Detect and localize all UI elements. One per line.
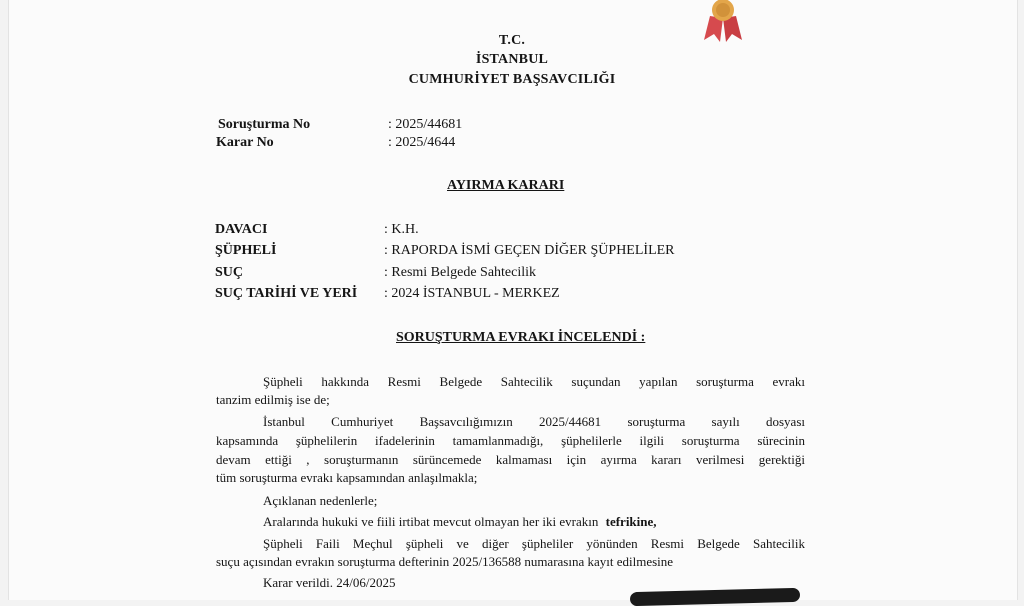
body-p3: Açıklanan nedenlerle; bbox=[263, 493, 378, 508]
body-p4-bold: tefrikine, bbox=[605, 514, 657, 529]
crime-date-place-value: : 2024 İSTANBUL - MERKEZ bbox=[384, 286, 560, 301]
decision-no-value: : 2025/4644 bbox=[388, 135, 456, 150]
crime-value: : Resmi Belgede Sahtecilik bbox=[384, 265, 537, 280]
plaintiff-value: : K.H. bbox=[384, 222, 419, 237]
plaintiff-label: DAVACI bbox=[215, 222, 268, 237]
body-p5-line2: suçu açısından evrakın soruşturma defterinin 2025/136588 numarasına kayıt edilmesine bbox=[216, 554, 674, 569]
header-city: İSTANBUL bbox=[475, 52, 549, 67]
investigation-no-value: : 2025/44681 bbox=[388, 117, 463, 132]
investigation-no-label: Soruşturma No bbox=[218, 117, 311, 132]
header-tc: T.C. bbox=[498, 33, 526, 48]
body-p4 bbox=[263, 514, 657, 530]
body-p2-line3: devam ettiği , soruşturmanın sürüncemede kalmaması için ayırma kararı verilmesi gerektiği bbox=[216, 452, 805, 467]
crime-label: SUÇ bbox=[215, 265, 244, 280]
body-p2-line2: kapsamında şüphelilerin ifadelerinin tamamlanmadığı, şüphelilerle ilgili soruşturma sürecinin bbox=[216, 433, 805, 448]
body-p5-line1: Şüpheli Faili Meçhul şüpheli ve diğer şüpheliler yönünden Resmi Belgede Sahtecilik bbox=[263, 536, 805, 551]
crime-date-place-label: SUÇ TARİHİ VE YERİ bbox=[215, 286, 358, 301]
suspect-label: ŞÜPHELİ bbox=[215, 243, 277, 258]
suspect-value: : RAPORDA İSMİ GEÇEN DİĞER ŞÜPHELİLER bbox=[384, 243, 675, 258]
body-p1-line2: tanzim edilmiş ise de; bbox=[216, 392, 330, 407]
decision-no-label: Karar No bbox=[216, 135, 274, 150]
header-office: CUMHURİYET BAŞSAVCILIĞI bbox=[408, 72, 616, 87]
body-p2-line1: İstanbul Cumhuriyet Başsavcılığımızın 2025/44681 soruşturma sayılı dosyası bbox=[263, 414, 805, 429]
body-p1-line1: Şüpheli hakkında Resmi Belgede Sahtecilik suçundan yapılan soruşturma evrakı bbox=[263, 374, 805, 389]
document-title: AYIRMA KARARI bbox=[447, 178, 565, 193]
closing-date: Karar verildi. 24/06/2025 bbox=[263, 575, 396, 590]
section-title: SORUŞTURMA EVRAKI İNCELENDİ : bbox=[396, 330, 646, 345]
body-p4-text: Aralarında hukuki ve fiili irtibat mevcut olmayan her iki evrakın bbox=[263, 514, 599, 529]
body-p2-line4: tüm soruşturma evrakı kapsamından anlaşılmakla; bbox=[216, 470, 478, 485]
